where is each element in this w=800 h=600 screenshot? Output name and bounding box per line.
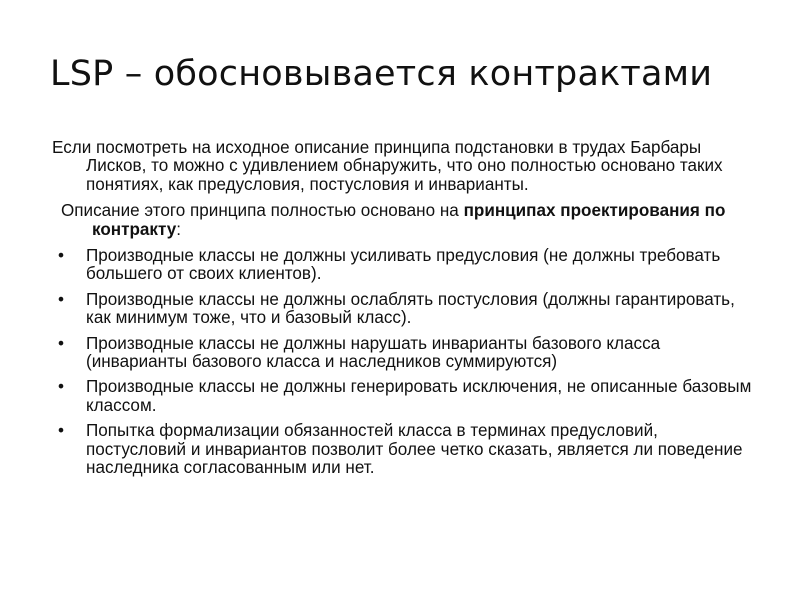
lead-colon: :	[176, 219, 182, 239]
bullet-text: Попытка формализации обязанностей класса в терминах предусловий, постусловий и инвариантов позволит более четко сказать, является ли поведение наследника согласованным или нет.	[86, 421, 743, 478]
bullet-item	[52, 335, 752, 372]
bullet-item	[52, 247, 752, 284]
bullet-icon: •	[58, 377, 64, 397]
bullet-text: Производные классы не должны ослаблять постусловия (должны гарантировать, как минимум тоже, что и базовый класс).	[86, 289, 735, 328]
bullet-text: Производные классы не должны нарушать инварианты базового класса (инварианты базового класса и наследников суммируются)	[86, 333, 661, 372]
bullet-item	[52, 422, 752, 477]
bullet-item	[52, 291, 752, 328]
bullet-text: Производные классы не должны генерировать исключения, не описанные базовым классом.	[86, 377, 752, 415]
bullet-icon: •	[58, 246, 64, 266]
lead-paragraph	[52, 202, 752, 239]
slide-body	[52, 139, 752, 485]
bullet-item	[52, 378, 752, 415]
lead-text: Описание этого принципа полностью основано на	[61, 201, 464, 221]
bullet-text: Производные классы не должны усиливать предусловия (не должны требовать большего от своих клиентов).	[86, 246, 721, 284]
bullet-icon: •	[58, 289, 64, 309]
slide-title: LSP – обосновывается контрактами	[50, 54, 713, 94]
lead-emphasis: принципах проектирования по контракту	[92, 201, 726, 239]
bullet-list	[52, 247, 752, 477]
intro-paragraph: Если посмотреть на исходное описание принципа подстановки в трудах Барбары Лисков, то можно с удивлением обнаружить, что оно полностью основано таких понятиях, как предусловия, постусловия и инварианты.	[52, 138, 723, 194]
bullet-icon: •	[58, 421, 64, 441]
bullet-icon: •	[58, 333, 64, 353]
